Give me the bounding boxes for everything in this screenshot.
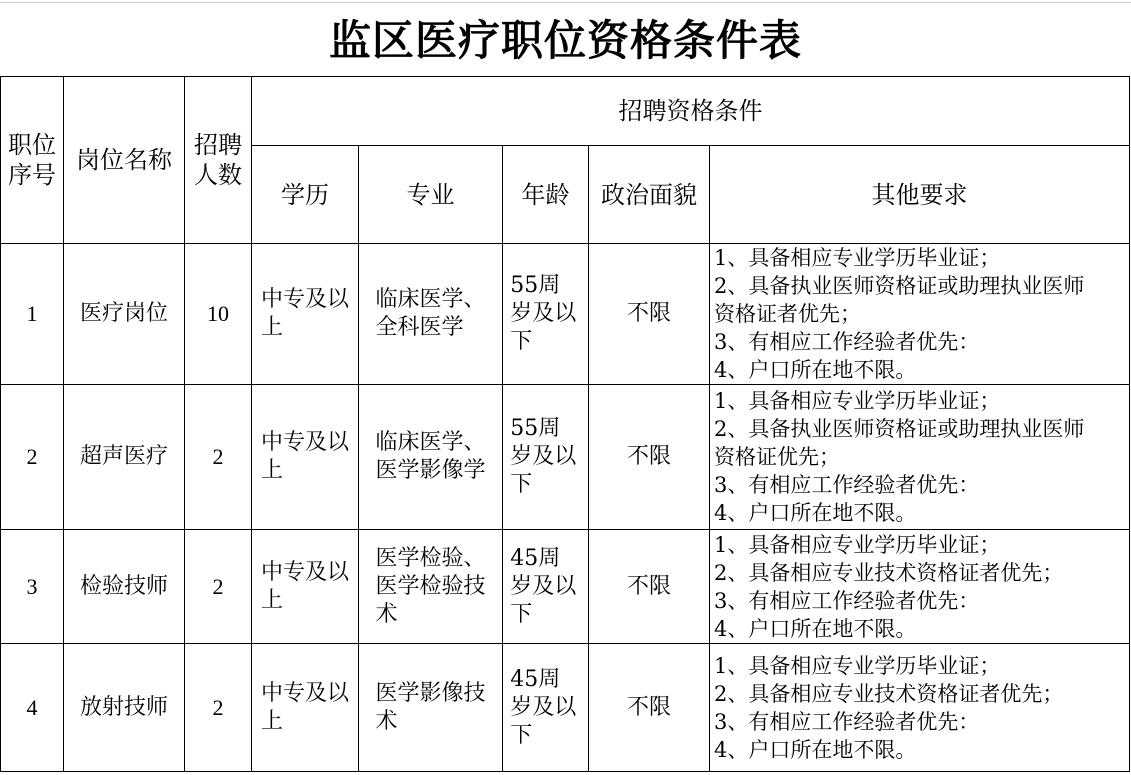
requirement-line: 资格证优先； bbox=[714, 445, 840, 469]
row-count: 2 bbox=[185, 385, 252, 530]
requirement-line: 4、户口所在地不限。 bbox=[714, 737, 917, 762]
requirement-line: 1、具备相应专业学历毕业证； bbox=[714, 389, 1001, 413]
row-count: 2 bbox=[185, 530, 252, 644]
requirement-line: 1、具备相应专业学历毕业证； bbox=[714, 246, 1001, 270]
header-other: 其他要求 bbox=[710, 146, 1130, 244]
requirement-line: 3、有相应工作经验者优先： bbox=[714, 473, 980, 497]
table-row bbox=[1, 244, 1130, 385]
row-count: 10 bbox=[185, 244, 252, 385]
row-other-requirements bbox=[710, 385, 1130, 530]
row-education: 中专及以上 bbox=[252, 244, 359, 385]
row-political: 不限 bbox=[589, 644, 710, 772]
requirement-line: 4、户口所在地不限。 bbox=[714, 358, 917, 382]
requirement-line: 1、具备相应专业学历毕业证； bbox=[714, 532, 1001, 557]
row-other-requirements bbox=[710, 644, 1130, 772]
row-name: 医疗岗位 bbox=[64, 244, 185, 385]
header-count: 招聘人数 bbox=[185, 77, 252, 244]
document-title: 监区医疗职位资格条件表 bbox=[328, 16, 802, 65]
row-name: 超声医疗 bbox=[64, 385, 185, 530]
table-row bbox=[1, 644, 1130, 772]
requirement-line: 4、户口所在地不限。 bbox=[714, 501, 917, 525]
header-political: 政治面貌 bbox=[589, 146, 710, 244]
row-political: 不限 bbox=[589, 385, 710, 530]
row-seq: 4 bbox=[1, 644, 64, 772]
row-name: 检验技师 bbox=[64, 530, 185, 644]
requirement-line: 3、有相应工作经验者优先： bbox=[714, 709, 980, 734]
row-political: 不限 bbox=[589, 244, 710, 385]
row-seq: 2 bbox=[1, 385, 64, 530]
row-education: 中专及以上 bbox=[252, 530, 359, 644]
header-seq: 职位序号 bbox=[1, 77, 64, 244]
requirement-line: 4、户口所在地不限。 bbox=[714, 616, 917, 641]
table-row bbox=[1, 530, 1130, 644]
row-major: 临床医学、医学影像学 bbox=[359, 385, 503, 530]
row-age: 45周岁及以下 bbox=[503, 644, 589, 772]
row-count: 2 bbox=[185, 644, 252, 772]
row-name: 放射技师 bbox=[64, 644, 185, 772]
requirement-line: 2、具备相应专业技术资格证者优先； bbox=[714, 560, 1064, 585]
row-other-requirements bbox=[710, 244, 1130, 385]
row-education: 中专及以上 bbox=[252, 385, 359, 530]
row-major: 临床医学、全科医学 bbox=[359, 244, 503, 385]
requirement-line: 3、有相应工作经验者优先： bbox=[714, 330, 980, 354]
qualification-table bbox=[0, 76, 1130, 772]
row-political: 不限 bbox=[589, 530, 710, 644]
requirement-line: 1、具备相应专业学历毕业证； bbox=[714, 653, 1001, 678]
row-other-requirements bbox=[710, 530, 1130, 644]
row-seq: 3 bbox=[1, 530, 64, 644]
row-seq: 1 bbox=[1, 244, 64, 385]
header-major: 专业 bbox=[359, 146, 503, 244]
row-major: 医学影像技术 bbox=[359, 644, 503, 772]
requirement-line: 资格证者优先； bbox=[714, 302, 861, 326]
row-education: 中专及以上 bbox=[252, 644, 359, 772]
requirement-line: 2、具备执业医师资格证或助理执业医师 bbox=[714, 417, 1085, 441]
row-age: 55周岁及以下 bbox=[503, 385, 589, 530]
table-row bbox=[1, 385, 1130, 530]
header-qualifications: 招聘资格条件 bbox=[252, 77, 1130, 146]
row-age: 45周岁及以下 bbox=[503, 530, 589, 644]
requirement-line: 2、具备执业医师资格证或助理执业医师 bbox=[714, 274, 1085, 298]
requirement-line: 3、有相应工作经验者优先： bbox=[714, 588, 980, 613]
row-age: 55周岁及以下 bbox=[503, 244, 589, 385]
header-age: 年龄 bbox=[503, 146, 589, 244]
row-major: 医学检验、医学检验技术 bbox=[359, 530, 503, 644]
header-name: 岗位名称 bbox=[64, 77, 185, 244]
requirement-line: 2、具备相应专业技术资格证者优先； bbox=[714, 681, 1064, 706]
header-education: 学历 bbox=[252, 146, 359, 244]
